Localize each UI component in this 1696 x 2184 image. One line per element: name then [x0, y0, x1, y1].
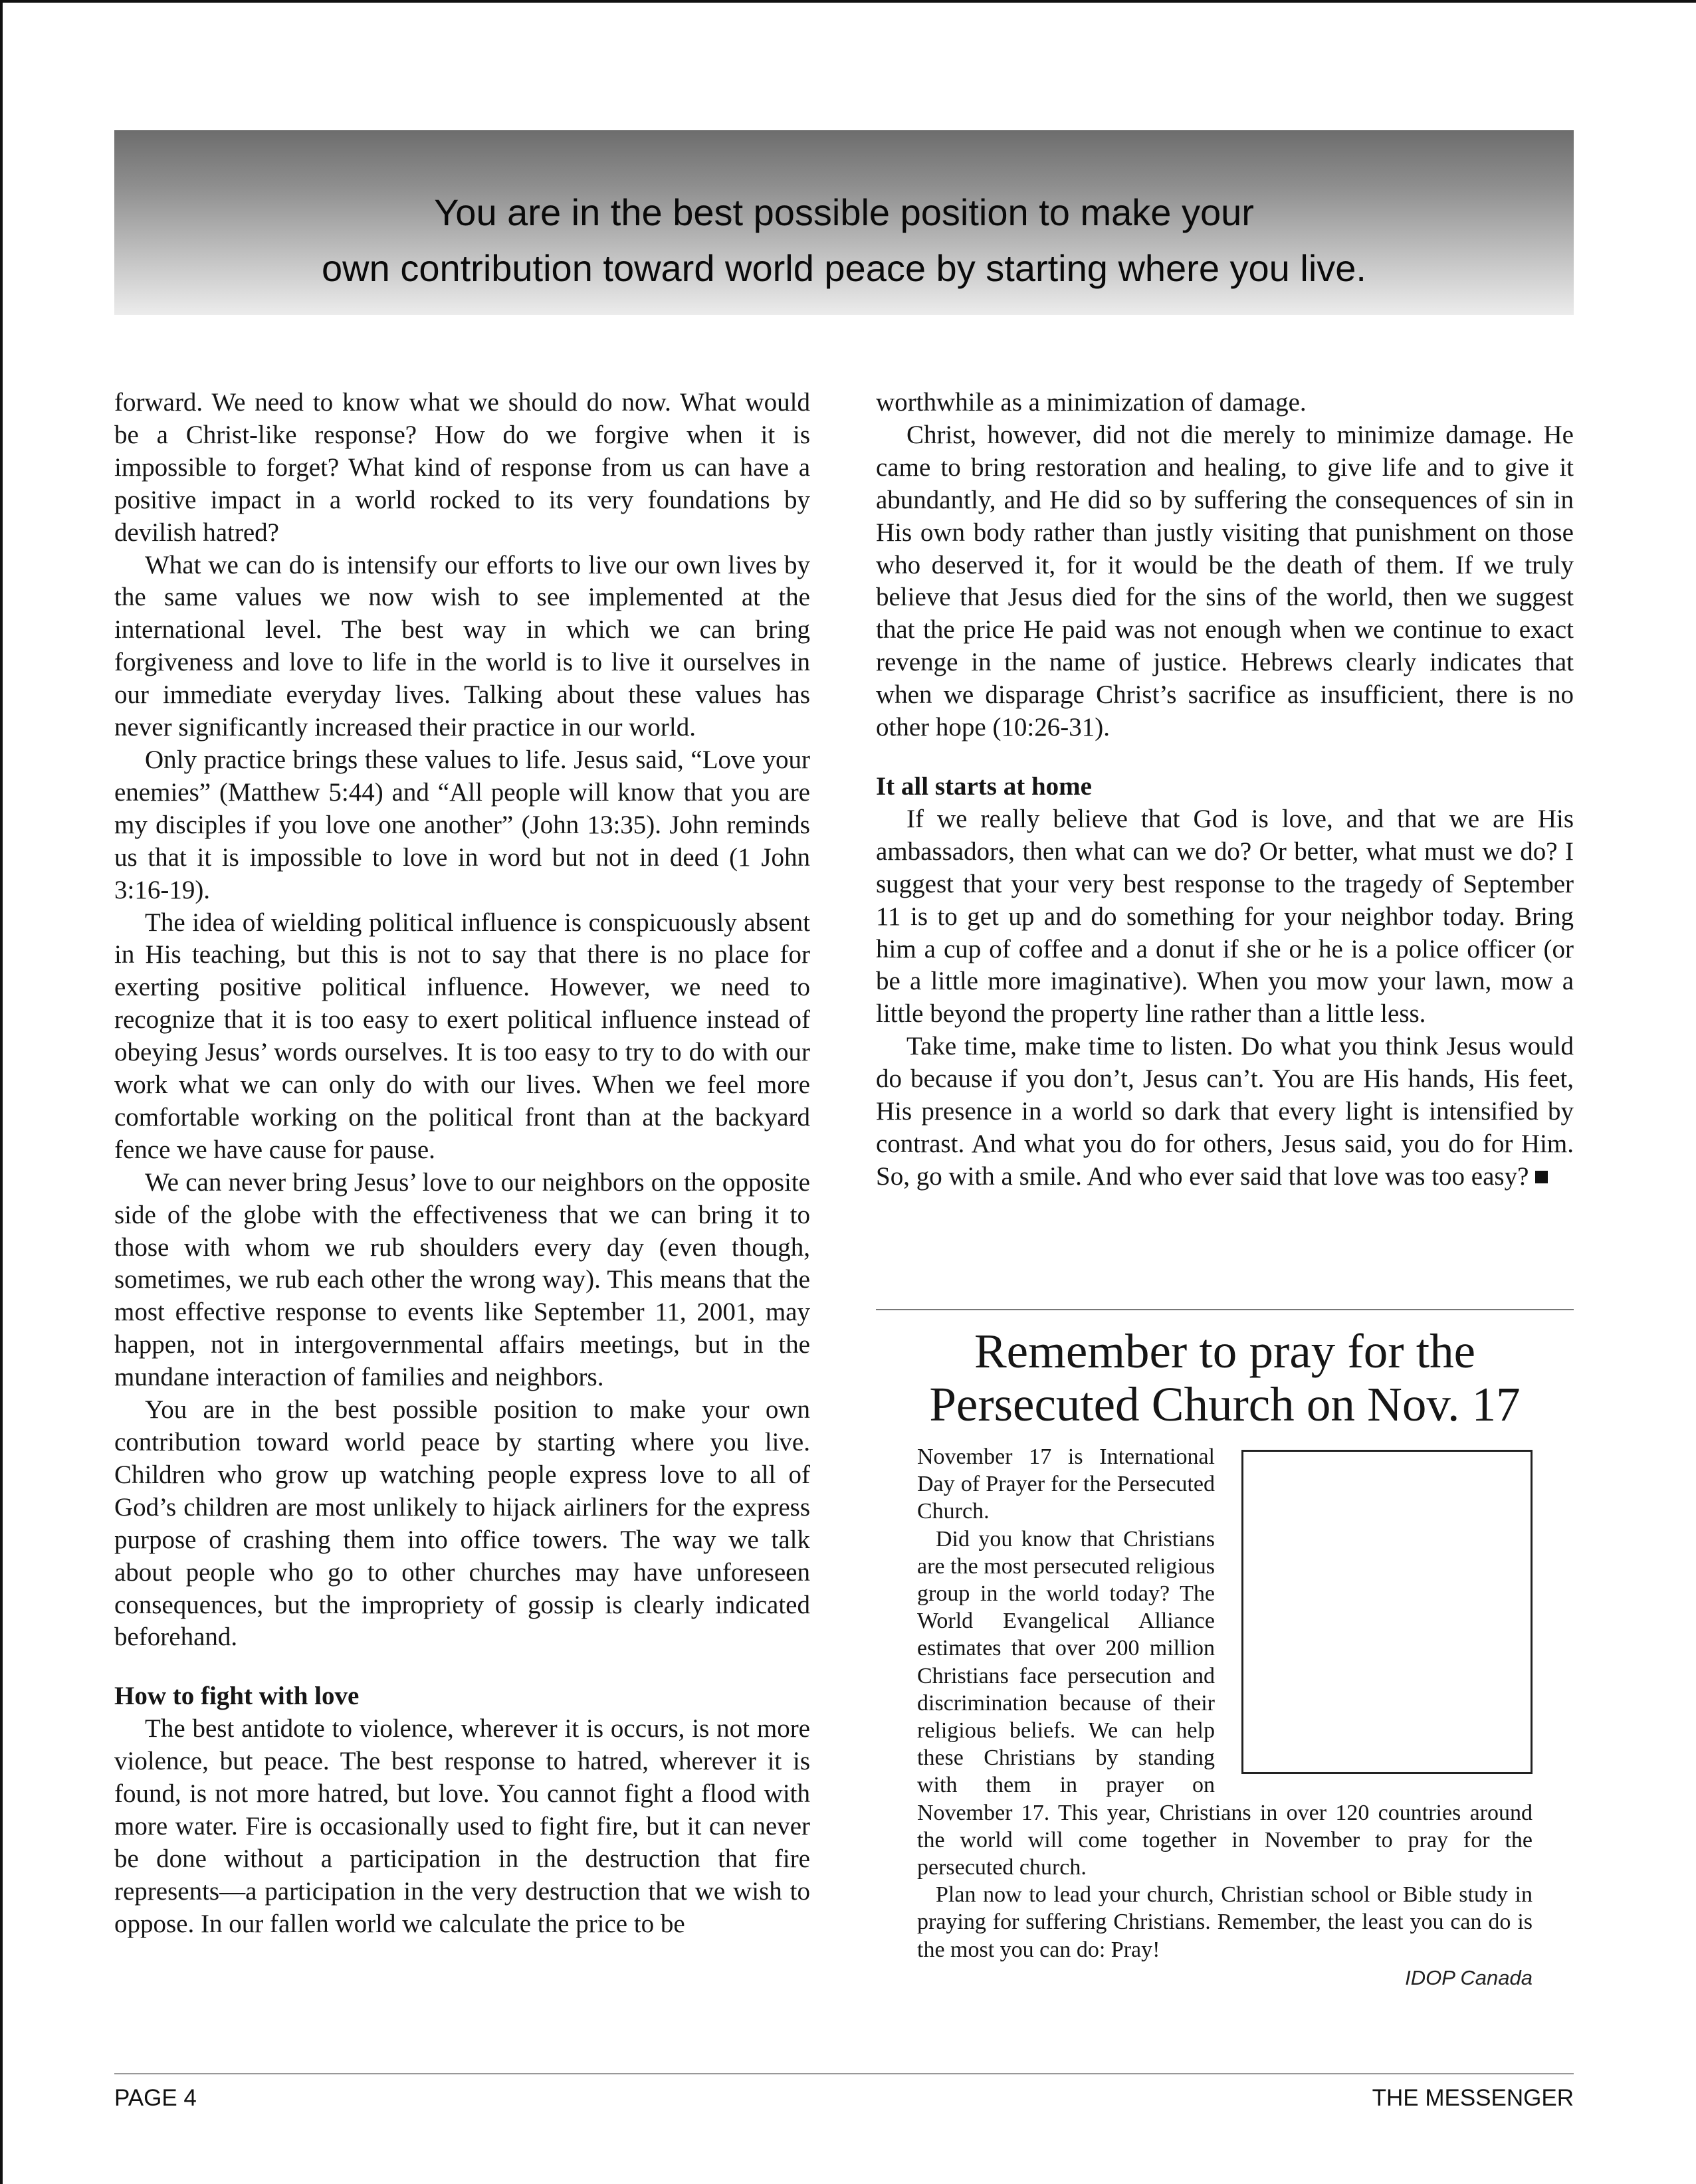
page-edge-left	[0, 0, 3, 2184]
article-paragraph: If we really believe that God is love, and that we are His ambassadors, then what can we do? Or better, what must we do? I suggest that your very best response to the tragedy of September 11 is to get up and do something for your neighbor today. Bring him a cup of coffee and a donut if she or he is a police officer (or be a little more imaginative). When you mow your lawn, mow a little beyond the property line rather than a little less.	[876, 804, 1574, 1029]
sidebar-title-line-1: Remember to pray for the	[974, 1324, 1476, 1378]
sidebar-title	[876, 1325, 1574, 1431]
photo-placeholder-frame	[1241, 1450, 1533, 1774]
article-paragraph: worthwhile as a minimization of damage.	[876, 388, 1307, 417]
sidebar-paragraph: Plan now to lead your church, Christian school or Bible study in praying for suffering Christians. Remember, the least you can do is the most you can do: Pray!	[917, 1882, 1533, 1962]
section-heading-starts-at-home: It all starts at home	[876, 771, 1092, 801]
article-paragraph: forward. We need to know what we should do now. What would be a Christ-like response? How do we forgive when it is impossible to forget? What kind of response from us can have a positive impact in a world rocked to its very foundations by devilish hatred?	[114, 388, 810, 547]
pull-quote-line-1: You are in the best possible position to make your	[434, 191, 1254, 233]
publication-name: THE MESSENGER	[1372, 2085, 1574, 2111]
sidebar-divider	[876, 1309, 1574, 1310]
article-paragraph: The best antidote to violence, wherever it is occurs, is not more violence, but peace. The best response to hatred, wherever it is found, is not more hatred, but love. You cannot fight a flood with more water. Fire is occasionally used to fight fire, but it can never be done without a participation in the destruction that fire represents—a participation in the very destruction that we wish to oppose. In our fallen world we calculate the price to be	[114, 1714, 810, 1938]
article-paragraph: What we can do is intensify our efforts to live our own lives by the same values we now wish to see implemented at the international level. The best way in which we can bring forgiveness and love to life in the world is to live it ourselves in our immediate everyday lives. Talking about these values has never significantly increased their practice in our world.	[114, 550, 810, 742]
page-number: PAGE 4	[114, 2085, 197, 2111]
footer-rule	[114, 2073, 1574, 2074]
sidebar-title-line-2: Persecuted Church on Nov. 17	[929, 1377, 1521, 1431]
article-paragraph: You are in the best possible position to make your own contribution toward world peace by starting where you live. Children who grow up watching people express love to all of God’s children are most unlikely to hijack airliners for the express purpose of crashing them into office towers. The way we talk about people who go to other churches may have unforeseen consequences, but the impropriety of gossip is clearly indicated beforehand.	[114, 1395, 810, 1652]
article-paragraph: Only practice brings these values to life. Jesus said, “Love your enemies” (Matthew 5:44) and “All people will know that you are my disciples if you love one another” (John 13:35). John reminds us that it is impossible to love in word but not in deed (1 John 3:16-19).	[114, 745, 810, 904]
sidebar-body	[917, 1443, 1533, 1993]
sidebar-credit: IDOP Canada	[1405, 1965, 1533, 1989]
section-heading-fight-with-love: How to fight with love	[114, 1682, 360, 1711]
page-edge-top	[0, 0, 1696, 3]
pull-quote-line-2: own contribution toward world peace by starting where you live.	[322, 247, 1366, 289]
end-mark-icon	[1535, 1171, 1548, 1183]
article-paragraph-final	[876, 1031, 1574, 1193]
final-paragraph-text: Take time, make time to listen. Do what you think Jesus would do because if you don’t, Jesus can’t. You are His hands, His feet, His presence in a world so dark that every light is intensified by contrast. And what you do for others, Jesus said, you do for Him. So, go with a smile. And who ever said that love was too easy?	[876, 1032, 1574, 1191]
sidebar-paragraph: November 17 is International Day of Prayer for the Persecuted Church.	[917, 1444, 1215, 1524]
article-paragraph: The idea of wielding political influence is conspicuously absent in His teaching, but this is not to say that there is no place for exerting positive political influence. However, we need to recognize that it is too easy to exert political influence instead of obeying Jesus’ words ourselves. It is too easy to try to do with our work what we can only do with our lives. When we feel more comfortable working on the political front than at the backyard fence we have cause for pause.	[114, 908, 810, 1164]
article-left-column	[114, 387, 810, 1941]
article-right-column	[876, 387, 1574, 1193]
article-paragraph: Christ, however, did not die merely to minimize damage. He came to bring restoration and healing, to give life and to give it abundantly, and He did so by suffering the consequences of sin in His own body rather than justly visiting that punishment on those who deserved it, for it would be the death of them. If we truly believe that Jesus died for the sins of the world, then we suggest that the price He paid was not enough when we continue to exact revenge in the name of justice. Hebrews clearly indicates that when we disparage Christ’s sacrifice as insufficient, there is no other hope (10:26-31).	[876, 420, 1574, 742]
article-paragraph: We can never bring Jesus’ love to our neighbors on the opposite side of the globe with the effectiveness that we can bring it to those with whom we rub shoulders every day (even though, sometimes, we rub each other the wrong way). This means that the most effective response to events like September 11, 2001, may happen, not in intergovernmental affairs meetings, but in the mundane interaction of families and neighbors.	[114, 1167, 810, 1392]
sidebar-paragraph: Did you know that Christians are the most persecuted religious group in the world today? The World Evangelical Alliance estimates that over 200 million Christians face persecution and discrimination because of their religious beliefs. We can help these Christians by standing with them in prayer on November 17. This year, Christians in over 120 countries around the world will come together in November to pray for the persecuted church.	[917, 1526, 1533, 1880]
pull-quote-banner	[114, 130, 1574, 315]
